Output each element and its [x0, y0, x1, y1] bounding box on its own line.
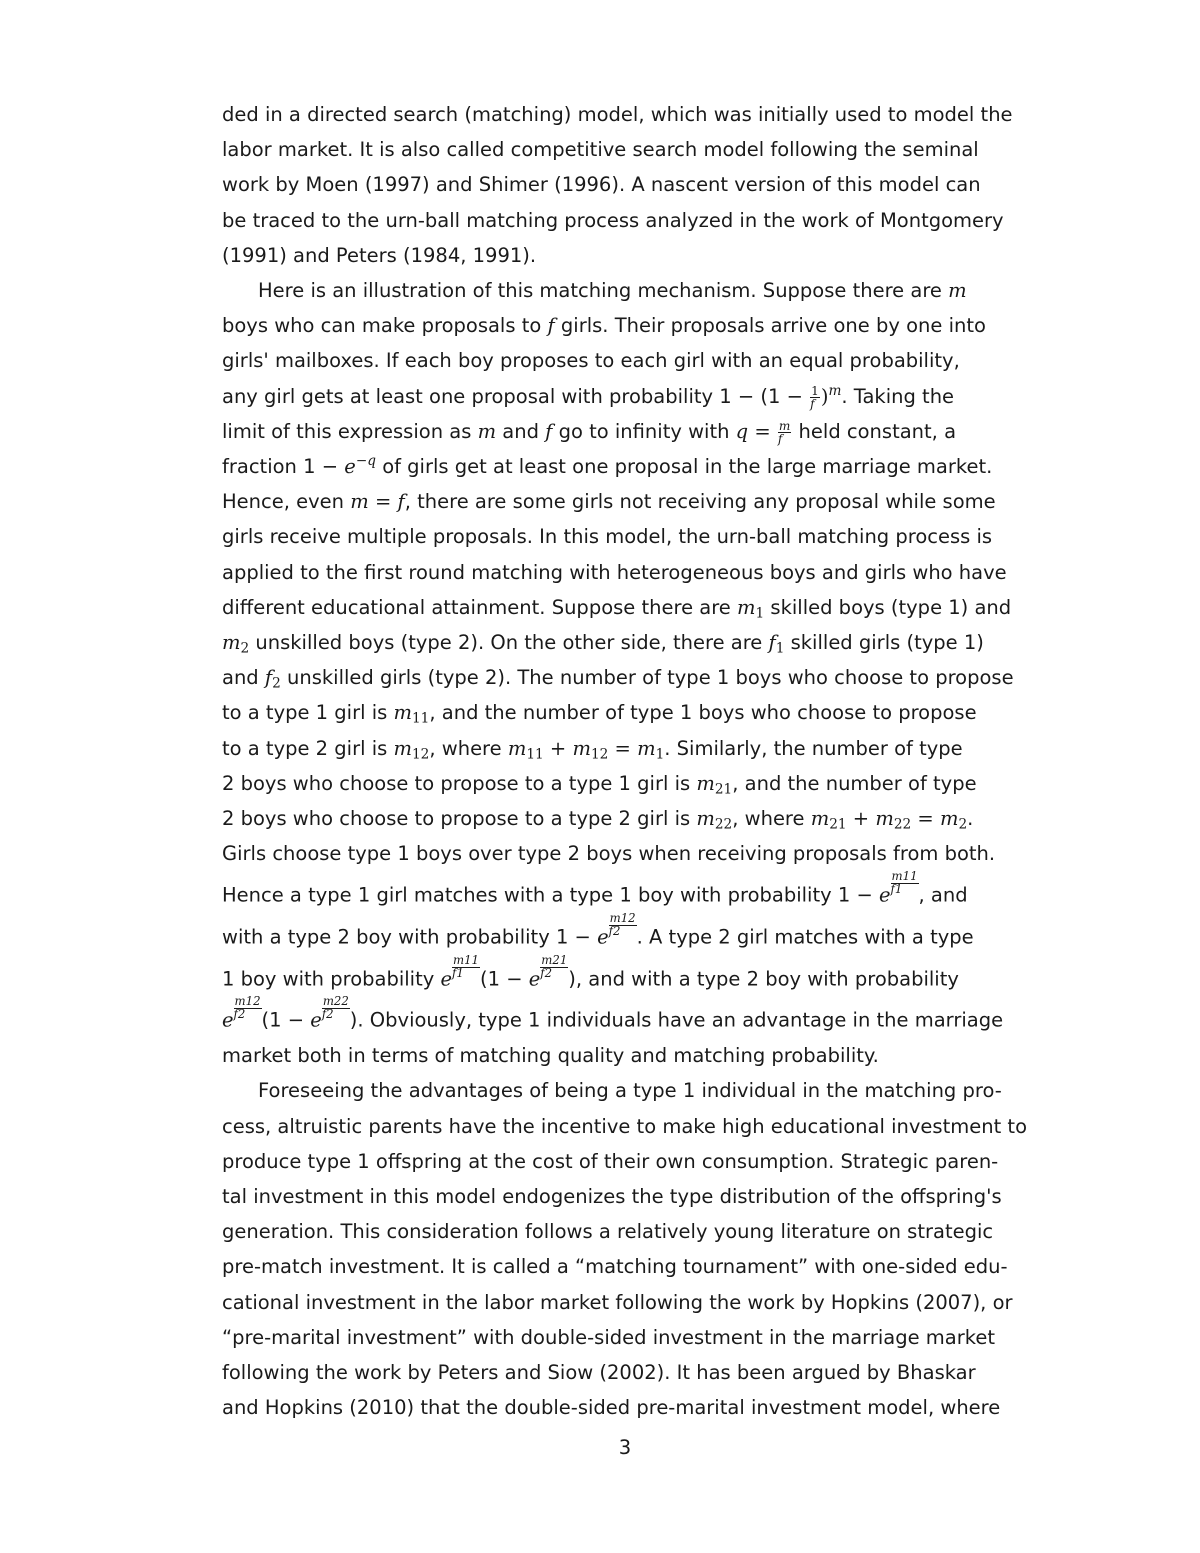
exponent-fraction	[452, 952, 480, 980]
text-segment: .	[967, 807, 974, 831]
math-symbol: m	[222, 631, 241, 655]
math-symbol: e	[597, 925, 609, 949]
text-segment: girls. Their proposals arrive one by one into	[560, 314, 986, 338]
text-line	[222, 871, 1029, 913]
math-symbol: m	[393, 736, 412, 760]
text-segment: to a type 1 girl is	[222, 701, 388, 725]
math-symbol: e	[344, 455, 356, 479]
text-line: “pre-marital investment” with double-sided investment in the marriage market	[222, 1325, 995, 1349]
text-line: following the work by Peters and Siow (2002). It has been argued by Bhaskar	[222, 1360, 976, 1384]
text-segment: unskilled girls (type 2). The number of type 1 boys who choose to propose	[287, 666, 1014, 690]
text-segment: skilled boys (type 1) and	[770, 595, 1012, 619]
exponent-fraction	[234, 996, 262, 1020]
text-segment: boys who can make proposals to	[222, 314, 542, 338]
text-segment: and	[222, 666, 259, 690]
body-text	[222, 97, 1029, 1425]
text-line: labor market. It is also called competitive search model following the seminal	[222, 138, 979, 162]
math-symbol: m	[939, 807, 959, 831]
text-segment: 2 boys who choose to propose to a type 2 girl is	[222, 807, 691, 831]
math-symbol: m	[572, 736, 591, 760]
text-line	[222, 273, 1029, 308]
paragraph-1	[222, 97, 1029, 273]
math-symbol: m	[737, 595, 756, 619]
math-subscript: 21	[829, 816, 847, 833]
text-line: work by Moen (1997) and Shimer (1996). A nascent version of this model can	[222, 173, 981, 197]
math-subscript: 1	[655, 746, 665, 763]
text-segment: ). Obviously, type 1 individuals have an advantage in the marriage	[349, 1008, 1004, 1032]
fraction-denominator: f1	[890, 882, 903, 897]
math-subscript: 2	[240, 640, 250, 657]
text-line	[222, 379, 1029, 414]
text-line	[222, 695, 1029, 730]
math-subscript: 1	[775, 640, 785, 657]
text-line	[222, 913, 1029, 955]
text-line: and Hopkins (2010) that the double-sided pre-marital investment model, where	[222, 1396, 1001, 1420]
text-segment: , and the number of type 1 boys who choose to propose	[429, 701, 977, 725]
math-symbol: f	[264, 666, 273, 690]
math-subscript: 12	[412, 746, 430, 763]
math-subscript: 11	[526, 746, 544, 763]
text-segment: held constant, a	[798, 419, 957, 443]
text-line: cational investment in the labor market following the work by Hopkins (2007), or	[222, 1290, 1013, 1314]
text-segment: , and the number of type	[732, 771, 977, 795]
text-segment: Hence a type 1 girl matches with a type 1 boy with probability 1 −	[222, 883, 873, 907]
text-segment: fraction 1 −	[222, 455, 339, 479]
math-symbol: m	[350, 490, 369, 514]
math-subscript: 22	[714, 816, 733, 833]
text-line	[222, 996, 1029, 1038]
paragraph-2	[222, 273, 1029, 1073]
text-segment: ), and with a type 2 boy with probability	[568, 967, 959, 991]
math-symbol: f	[545, 419, 553, 443]
text-segment: , there are some girls not receiving any proposal while some	[404, 490, 996, 514]
text-line	[222, 766, 1029, 801]
fraction-numerator: m11	[891, 869, 918, 884]
fraction-numerator: m11	[453, 952, 479, 967]
math-symbol: m	[477, 419, 497, 443]
exponent-fraction	[540, 952, 568, 980]
text-line	[222, 449, 1029, 484]
text-segment: (1 −	[479, 967, 523, 991]
text-segment: skilled girls (type 1)	[790, 631, 984, 655]
text-line: cess, altruistic parents have the incentive to make high educational investment to	[222, 1114, 1027, 1138]
text-line: pre-match investment. It is called a “matching tournament” with one-sided edu-	[222, 1255, 1008, 1279]
text-segment: limit of this expression as	[222, 419, 472, 443]
math-symbol: f	[547, 314, 555, 338]
text-line: girls' mailboxes. If each boy proposes to each girl with an equal probability,	[222, 349, 960, 373]
fraction-numerator: m	[778, 418, 791, 433]
fraction-denominator: f2	[608, 923, 621, 938]
text-line: generation. This consideration follows a relatively young literature on strategic	[222, 1220, 994, 1244]
text-segment: . Similarly, the number of type	[664, 736, 963, 760]
fraction-numerator: m22	[322, 994, 349, 1009]
fraction-denominator: f	[777, 431, 783, 446]
text-segment: of girls get at least one proposal in the large marriage market.	[382, 455, 993, 479]
text-line: girls receive multiple proposals. In this model, the urn-ball matching process is	[222, 525, 993, 549]
exponent-fraction	[609, 913, 637, 937]
text-segment: with a type 2 boy with probability 1 −	[222, 925, 591, 949]
text-segment: Hence, even	[222, 490, 345, 514]
text-segment: any girl gets at least one proposal with probability 1 − (1 −	[222, 384, 803, 408]
text-line	[222, 308, 1029, 343]
text-segment: to a type 2 girl is	[222, 736, 388, 760]
text-segment: go to infinity with	[558, 419, 730, 443]
math-symbol: f	[768, 631, 776, 655]
fraction-denominator: f2	[321, 1007, 334, 1022]
text-line	[222, 625, 1029, 660]
text-segment: , and	[918, 883, 968, 907]
math-symbol: =	[374, 490, 392, 514]
text-line: Girls choose type 1 boys over type 2 boys when receiving proposals from both.	[222, 842, 996, 866]
text-line	[222, 414, 1029, 449]
text-line: market both in terms of matching quality and matching probability.	[222, 1044, 879, 1068]
text-line	[222, 660, 1029, 695]
math-symbol: +	[852, 807, 870, 831]
math-symbol: m	[507, 736, 527, 760]
math-symbol: f	[397, 490, 405, 514]
fraction-numerator: m21	[541, 952, 568, 967]
fraction-denominator: f2	[233, 1007, 246, 1022]
exponent-fraction	[322, 996, 350, 1020]
text-segment: Here is an illustration of this matching mechanism. Suppose there are	[258, 279, 942, 303]
fraction-numerator: m12	[234, 994, 261, 1009]
math-symbol: e	[528, 967, 541, 991]
math-subscript: 12	[590, 746, 609, 763]
fraction-denominator: f2	[540, 965, 553, 980]
fraction-numerator: m12	[609, 911, 636, 926]
text-line	[222, 731, 1029, 766]
math-subscript: 1	[755, 605, 765, 622]
math-symbol: e	[222, 1008, 234, 1032]
text-segment: , where	[429, 736, 502, 760]
fraction	[778, 420, 791, 445]
math-subscript: 2	[958, 816, 968, 833]
text-line	[222, 484, 1029, 519]
math-symbol: =	[614, 736, 631, 760]
math-superscript: −q	[355, 452, 376, 469]
paragraph-3	[222, 1073, 1029, 1425]
text-segment: and	[502, 419, 539, 443]
math-symbol: e	[879, 883, 891, 907]
text-line	[222, 801, 1029, 836]
text-segment: (1 −	[261, 1008, 305, 1032]
math-symbol: m	[875, 807, 894, 831]
math-symbol: e	[440, 967, 453, 991]
text-line: (1991) and Peters (1984, 1991).	[222, 243, 537, 267]
math-symbol: )	[820, 384, 829, 408]
math-subscript: 2	[272, 675, 281, 692]
text-segment: unskilled boys (type 2). On the other side, there are	[255, 631, 763, 655]
text-segment: . Taking the	[841, 384, 955, 408]
page-number: 3	[618, 1436, 632, 1459]
math-symbol: =	[917, 807, 934, 831]
text-segment: 1 boy with probability	[222, 967, 435, 991]
text-line	[222, 590, 1029, 625]
text-segment: different educational attainment. Suppose there are	[222, 595, 731, 619]
math-symbol: =	[754, 419, 771, 443]
fraction-numerator: 1	[811, 383, 819, 398]
math-symbol: m	[637, 736, 656, 760]
math-subscript: 22	[893, 816, 912, 833]
math-symbol: q	[735, 419, 749, 443]
math-superscript: m	[828, 382, 842, 399]
math-symbol: m	[393, 701, 412, 725]
math-symbol: +	[549, 736, 567, 760]
math-subscript: 21	[714, 781, 733, 798]
text-segment: . A type 2 girl matches with a type	[636, 925, 974, 949]
text-line: be traced to the urn-ball matching process analyzed in the work of Montgomery	[222, 208, 1004, 232]
text-line: Foreseeing the advantages of being a type 1 individual in the matching pro-	[258, 1079, 1002, 1103]
math-symbol: m	[810, 807, 830, 831]
text-segment: , where	[732, 807, 805, 831]
fraction	[810, 385, 820, 410]
math-symbol: m	[696, 807, 715, 831]
text-segment: 2 boys who choose to propose to a type 1 girl is	[222, 771, 691, 795]
fraction-denominator: f1	[452, 965, 464, 980]
text-line	[222, 952, 1029, 997]
math-symbol: e	[310, 1008, 322, 1032]
math-subscript: 11	[412, 710, 430, 727]
text-line: tal investment in this model endogenizes the type distribution of the offspring's	[222, 1184, 1002, 1208]
text-line: produce type 1 offspring at the cost of their own consumption. Strategic paren-	[222, 1149, 999, 1173]
fraction-denominator: f	[810, 396, 815, 411]
math-symbol: m	[948, 279, 967, 303]
exponent-fraction	[891, 871, 919, 895]
text-line: ded in a directed search (matching) model, which was initially used to model the	[222, 103, 1013, 126]
text-line: applied to the first round matching with heterogeneous boys and girls who have	[222, 560, 1007, 584]
math-symbol: m	[696, 771, 715, 795]
